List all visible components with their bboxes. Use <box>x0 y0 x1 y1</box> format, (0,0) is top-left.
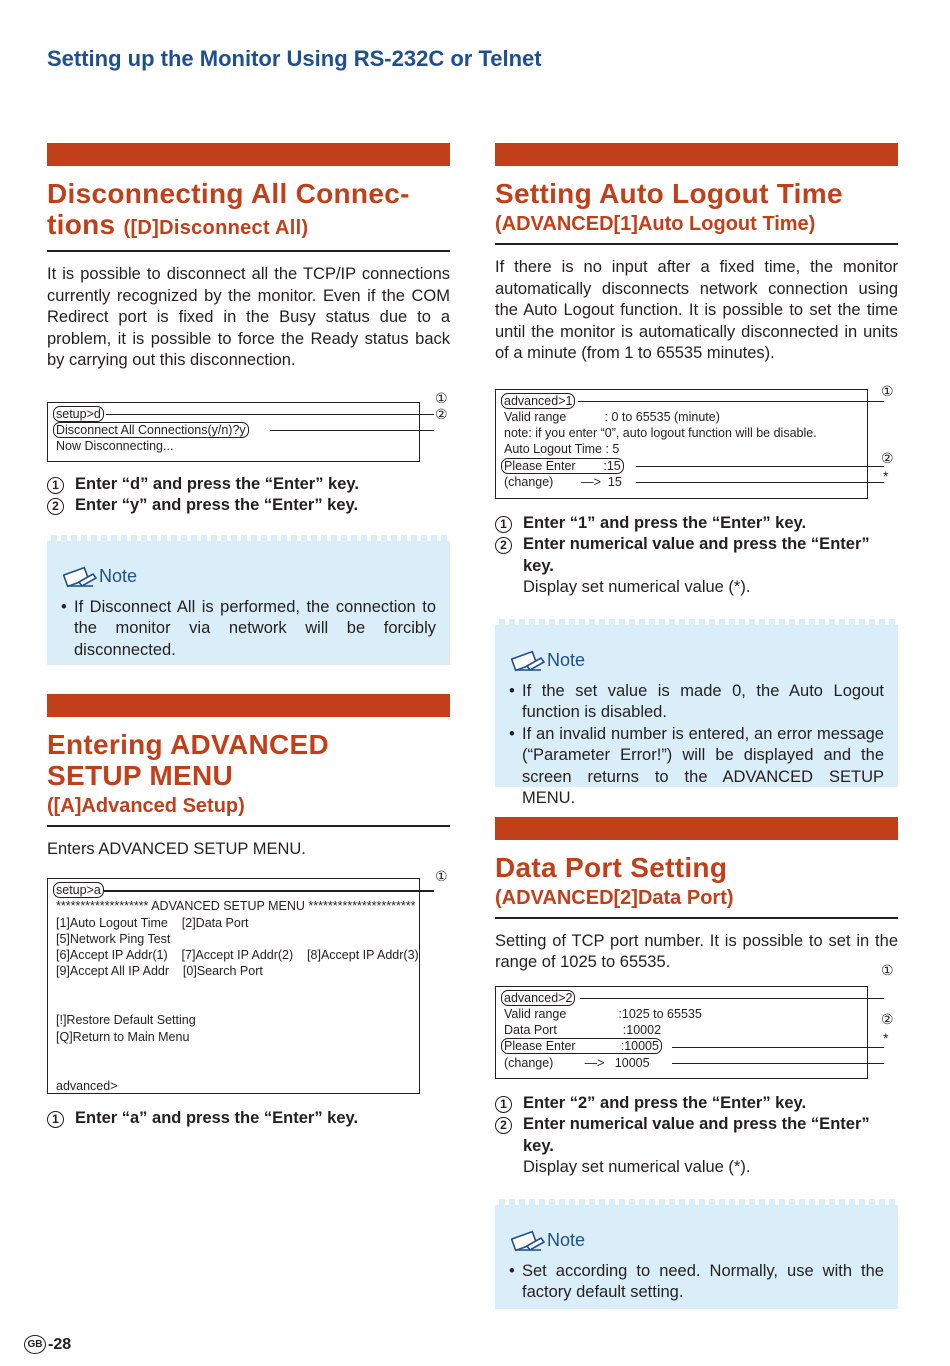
callout-star: * <box>883 468 889 484</box>
right-column <box>495 143 898 1309</box>
callout-line <box>580 998 884 1000</box>
terminal-line: [1]Auto Logout Time [2]Data Port <box>56 915 249 930</box>
note-text: Set according to need. Normally, use with the factory default setting. <box>522 1261 884 1301</box>
note-header <box>511 1229 884 1253</box>
step-text: Enter “d” and press the “Enter” key. <box>75 474 359 493</box>
step-item <box>495 534 898 599</box>
terminal-line <box>56 996 411 1012</box>
section-body: It is possible to disconnect all the TCP/IP connections currently recognized by the monitor. Even if the COM Redirect port is fixed in the Busy status due to a problem, it is possible to force the Ready status back by carrying out this disconnection. <box>47 265 450 369</box>
terminal-line: [6]Accept IP Addr(1) [7]Accept IP Addr(2) [8]Accept IP Addr(3) <box>56 948 419 963</box>
section-body: Setting of TCP port number. It is possible to set in the range of 1025 to 65535. <box>495 931 898 971</box>
callout-line <box>636 482 884 484</box>
step-number: 2 <box>495 537 512 554</box>
terminal-line: advanced>1 <box>501 393 575 409</box>
title-sub: ([D]Disconnect All) <box>123 217 309 239</box>
callout-line <box>104 890 434 892</box>
note-text: If Disconnect All is performed, the connection to the monitor via network will be forcibly disconnected. <box>74 597 436 659</box>
step-item <box>495 1114 898 1179</box>
section-subtitle: (ADVANCED[2]Data Port) <box>495 886 734 909</box>
terminal-line: (change) —> 15 <box>504 474 622 489</box>
page-number: -28 <box>48 1335 72 1353</box>
steps-list <box>495 1093 898 1179</box>
step-item <box>47 474 450 496</box>
terminal-line <box>56 980 411 996</box>
title-rule <box>47 250 450 252</box>
terminal-line: setup>d <box>53 406 104 422</box>
callout-line <box>106 414 434 416</box>
steps-list <box>47 474 450 517</box>
section-bar <box>47 143 450 166</box>
callout-marker: ① <box>435 868 448 884</box>
note-box <box>47 535 450 665</box>
callout-marker: ① <box>435 390 448 406</box>
callout-line <box>578 401 884 403</box>
title-rule <box>495 917 898 919</box>
step-number: 2 <box>47 498 64 515</box>
note-item: • If an invalid number is entered, an error message (“Parameter Error!”) will be displayed and the screen returns to the ADVANCED SETUP MENU. <box>509 724 884 810</box>
section-body: Enters ADVANCED SETUP MENU. <box>47 839 306 858</box>
step-detail: Display set numerical value (*). <box>523 578 751 596</box>
section-subtitle: (ADVANCED[1]Auto Logout Time) <box>495 213 816 235</box>
callout-line <box>672 1063 884 1065</box>
terminal-line: ******************* ADVANCED SETUP MENU ********************** <box>56 899 416 914</box>
callout-marker: ② <box>435 406 448 422</box>
step-number: 1 <box>47 1111 64 1128</box>
callout-line <box>636 466 884 468</box>
callout-marker: ① <box>881 962 894 978</box>
callout-marker: ② <box>881 450 894 466</box>
section-body: If there is no input after a fixed time, the monitor automatically disconnects network connection using the Auto Logout function. It is possible to set the time until the monitor is automatically disconnected in units of a minute (from 1 to 65535 minutes). <box>495 258 898 362</box>
terminal-line: note: if you enter “0”, auto logout function will be disable. <box>504 426 817 441</box>
title-line-1: Entering ADVANCED <box>47 728 329 760</box>
terminal-line: [!]Restore Default Setting <box>56 1013 196 1028</box>
gb-badge: GB <box>24 1335 46 1354</box>
step-text: Enter “a” and press the “Enter” key. <box>75 1109 359 1127</box>
terminal-line: Disconnect All Connections(y/n)?y <box>53 422 249 438</box>
section-bar <box>495 143 898 166</box>
note-item: • Set according to need. Normally, use with the factory default setting. <box>509 1261 884 1304</box>
terminal-auto-logout <box>495 389 868 499</box>
step-number: 1 <box>495 516 512 533</box>
terminal-line: [5]Network Ping Test <box>56 931 171 946</box>
title-line-2: SETUP MENU <box>47 759 234 791</box>
terminal-line: Please Enter :15 <box>501 458 624 474</box>
left-column <box>47 143 450 1130</box>
step-item <box>495 513 898 535</box>
pencil-note-icon <box>63 565 99 589</box>
step-item <box>47 1108 450 1130</box>
title-line-2: tions <box>47 209 116 240</box>
note-box <box>495 1199 898 1309</box>
note-text: If an invalid number is entered, an error message (“Parameter Error!”) will be displayed and the screen returns to the ADVANCED SETUP MENU. <box>522 724 884 807</box>
note-text: If the set value is made 0, the Auto Logout function is disabled. <box>522 681 884 721</box>
callout-line <box>270 430 434 432</box>
terminal-line: (change) —> 10005 <box>504 1055 650 1070</box>
terminal-line: Auto Logout Time : 5 <box>504 442 620 457</box>
note-header <box>511 649 884 673</box>
section-bar <box>495 817 898 840</box>
terminal-line <box>56 1061 411 1077</box>
step-text: Enter “2” and press the “Enter” key. <box>523 1093 807 1112</box>
terminal-line: setup>a <box>53 882 104 898</box>
terminal-line: Now Disconnecting... <box>56 439 174 454</box>
title-line-1: Disconnecting All Connec- <box>47 178 410 209</box>
note-label: Note <box>547 650 586 670</box>
step-number: 1 <box>47 477 64 494</box>
note-box <box>495 619 898 807</box>
terminal-line: [9]Accept All IP Addr [0]Search Port <box>56 964 263 979</box>
terminal-line: Data Port :10002 <box>504 1023 662 1038</box>
step-number: 1 <box>495 1096 512 1113</box>
pencil-note-icon <box>511 649 547 673</box>
step-item <box>495 1093 898 1115</box>
section-subtitle: ([A]Advanced Setup) <box>47 794 245 817</box>
terminal-line: [Q]Return to Main Menu <box>56 1029 190 1044</box>
note-item: • If the set value is made 0, the Auto Logout function is disabled. <box>509 681 884 724</box>
step-text: Enter numerical value and press the “Enter” key. <box>523 535 870 575</box>
page-footer <box>24 1335 71 1354</box>
title-rule <box>495 243 898 245</box>
step-detail: Display set numerical value (*). <box>523 1158 751 1176</box>
note-label: Note <box>547 1230 586 1250</box>
step-number: 2 <box>495 1117 512 1134</box>
step-text: Enter “y” and press the “Enter” key. <box>75 496 359 514</box>
terminal-line <box>56 1045 411 1061</box>
section-title-disconnect <box>47 178 450 244</box>
terminal-line: Valid range :1025 to 65535 <box>504 1006 702 1021</box>
step-text: Enter numerical value and press the “Enter” key. <box>523 1115 870 1155</box>
section-title-advanced <box>47 729 450 791</box>
title-rule <box>47 825 450 827</box>
steps-list <box>47 1108 450 1130</box>
callout-marker: ② <box>881 1011 894 1027</box>
terminal-line: Please Enter :10005 <box>501 1038 662 1054</box>
terminal-advanced-menu <box>47 878 420 1094</box>
note-item: • If Disconnect All is performed, the connection to the monitor via network will be forcibly disconnected. <box>61 597 436 662</box>
terminal-line: advanced>2 <box>501 990 575 1006</box>
note-header <box>63 565 436 589</box>
terminal-line: Valid range : 0 to 65535 (minute) <box>504 409 720 424</box>
terminal-disconnect <box>47 402 420 462</box>
section-title-auto-logout: Setting Auto Logout Time <box>495 178 843 209</box>
section-bar <box>47 694 450 717</box>
callout-line <box>672 1047 884 1049</box>
section-title-data-port: Data Port Setting <box>495 851 728 883</box>
note-label: Note <box>99 566 138 586</box>
page-header: Setting up the Monitor Using RS-232C or Telnet <box>47 46 542 71</box>
callout-marker: ① <box>881 383 894 399</box>
step-text: Enter “1” and press the “Enter” key. <box>523 513 807 532</box>
pencil-note-icon <box>511 1229 547 1253</box>
step-item <box>47 495 450 517</box>
terminal-line: advanced> <box>56 1078 118 1093</box>
steps-list <box>495 513 898 599</box>
terminal-data-port <box>495 986 868 1079</box>
callout-star: * <box>883 1030 889 1046</box>
